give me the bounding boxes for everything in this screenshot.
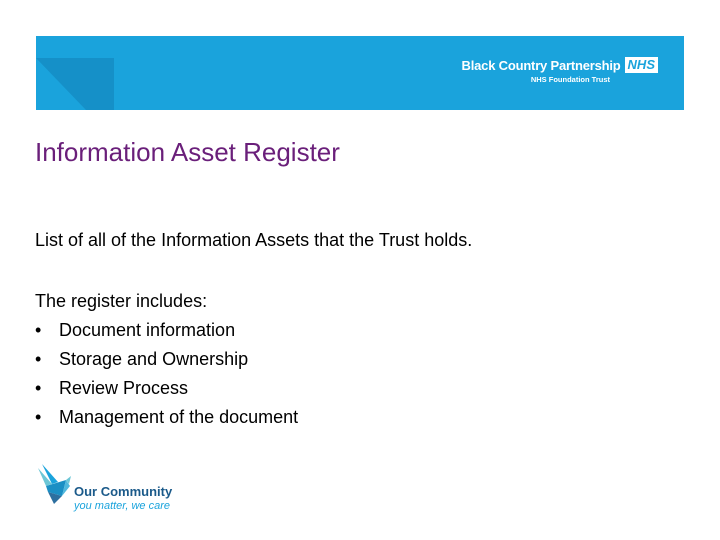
bullet-text: Storage and Ownership [59,349,249,369]
bird-icon [36,462,72,508]
list-item [35,345,298,374]
bullet-glyph: • [35,407,42,427]
trust-logo [462,57,658,84]
trust-subtitle: NHS Foundation Trust [530,75,610,84]
includes-section [35,287,298,432]
list-item [35,316,298,345]
bullet-glyph: • [35,378,42,398]
list-item [35,403,298,432]
bullet-text: Review Process [59,378,189,398]
intro-text: List of all of the Information Assets that the Trust holds. [35,230,473,250]
logo-name: Our Community [74,484,173,499]
list-item [35,374,298,403]
bullet-text: Document information [59,320,236,340]
bullet-glyph: • [35,349,42,369]
banner-fold-shape [36,36,126,110]
trust-name: Black Country Partnership [461,57,621,73]
header-banner [36,36,684,110]
bullet-text: Management of the document [59,407,299,427]
nhs-badge: NHS [625,57,658,73]
bullet-glyph: • [35,320,42,340]
logo-tagline: you matter, we care [74,500,170,512]
includes-heading: The register includes: [35,291,208,311]
page-title: Information Asset Register [35,137,340,167]
bullet-list [35,316,298,432]
our-community-logo [36,462,172,512]
